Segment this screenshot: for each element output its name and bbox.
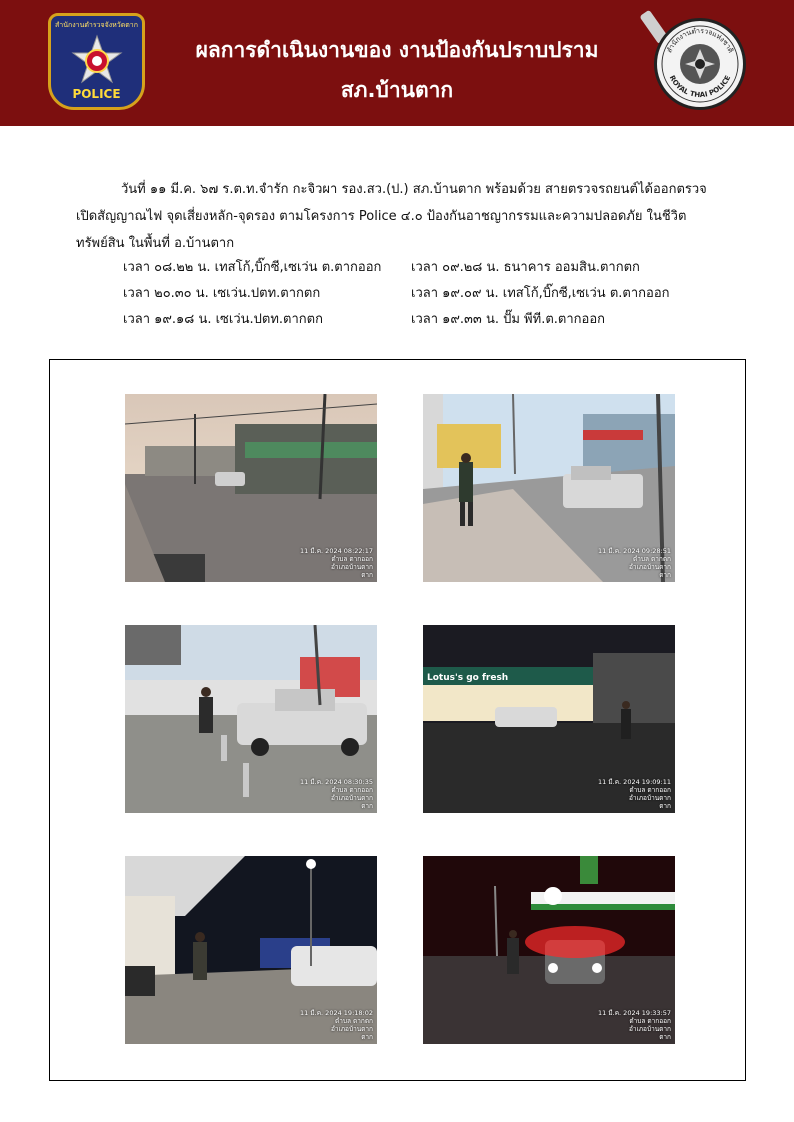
- royal-thai-police-seal-logo: [654, 18, 746, 110]
- svg-text:สำนักงานตำรวจแห่งชาติ: สำนักงานตำรวจแห่งชาติ: [665, 26, 735, 55]
- badge-police-label: POLICE: [72, 87, 121, 101]
- page-title: ผลการดำเนินงานของ งานป้องกันปราบปราม: [195, 38, 599, 62]
- header-banner: [0, 0, 794, 126]
- patrol-time-entry: เวลา ๑๙.๓๓ น. ปั๊ม พีที.ต.ตากออก: [411, 312, 606, 327]
- report-paragraph: [76, 176, 722, 257]
- patrol-photo-6: [423, 856, 675, 1044]
- patrol-photo-1: [125, 394, 377, 582]
- store-sign: Lotus's go fresh: [427, 673, 509, 683]
- provincial-police-badge-logo: [48, 13, 145, 110]
- page-subtitle: สภ.บ้านตาก: [340, 78, 454, 102]
- patrol-photo-2: [423, 394, 675, 582]
- photo-timestamp: 11 มี.ค. 2024 08:30:35 ตำบล ตากออก อำเภอบ้านตาก ตาก: [300, 778, 373, 810]
- photo-timestamp: 11 มี.ค. 2024 08:22:17 ตำบล ตากออก อำเภอบ้านตาก ตาก: [300, 547, 373, 579]
- patrol-time-entry: เวลา ๐๙.๒๘ น. ธนาคาร ออมสิน.ตากตก: [411, 260, 640, 275]
- photo-gallery-frame: [49, 359, 746, 1081]
- report-line-2: เปิดสัญญาณไฟ จุดเสี่ยงหลัก-จุดรอง ตามโครงการ Police ๔.๐ ป้องกันอาชญากรรมและความปลอดภัย ในชีวิต: [76, 209, 687, 224]
- photo-timestamp: 11 มี.ค. 2024 09:28:51 ตำบล ตากตก อำเภอบ้านตาก ตาก: [598, 547, 671, 579]
- photo-timestamp: 11 มี.ค. 2024 19:09:11 ตำบล ตากออก อำเภอบ้านตาก ตาก: [598, 778, 671, 810]
- star-emblem-icon: [70, 34, 124, 88]
- patrol-time-entry: เวลา ๒๐.๓๐ น. เซเว่น.ปตท.ตากตก: [123, 286, 321, 301]
- photo-timestamp: 11 มี.ค. 2024 19:18:02 ตำบล ตากตก อำเภอบ้านตาก ตาก: [300, 1009, 373, 1041]
- patrol-photo-4: [423, 625, 675, 813]
- patrol-time-row: [123, 308, 723, 334]
- report-line-1: วันที่ ๑๑ มี.ค. ๖๗ ร.ต.ท.จำรัก กะจิวผา รอง.สว.(ป.) สภ.บ้านตาก พร้อมด้วย สายตรวจรถยนต์ได้ออกตรวจ: [121, 182, 707, 197]
- badge-arc-text: สำนักงานตำรวจจังหวัดตาก: [55, 21, 138, 29]
- patrol-time-entry: เวลา ๐๘.๒๒ น. เทสโก้,บิ๊กซี,เซเว่น ต.ตากออก: [123, 260, 382, 275]
- svg-text:ROYAL THAI POLICE: ROYAL THAI POLICE: [667, 74, 733, 100]
- patrol-time-row: [123, 256, 723, 282]
- photo-timestamp: 11 มี.ค. 2024 19:33:57 ตำบล ตากออก อำเภอบ้านตาก ตาก: [598, 1009, 671, 1041]
- patrol-time-entry: เวลา ๑๙.๐๙ น. เทสโก้,บิ๊กซี,เซเว่น ต.ตากออก: [411, 286, 670, 301]
- patrol-photo-5: [125, 856, 377, 1044]
- patrol-time-list: [123, 256, 723, 334]
- report-line-3: ทรัพย์สิน ในพื้นที่ อ.บ้านตาก: [76, 236, 235, 251]
- patrol-time-entry: เวลา ๑๙.๑๘ น. เซเว่น.ปตท.ตากตก: [123, 312, 323, 327]
- patrol-photo-3: [125, 625, 377, 813]
- patrol-time-row: [123, 282, 723, 308]
